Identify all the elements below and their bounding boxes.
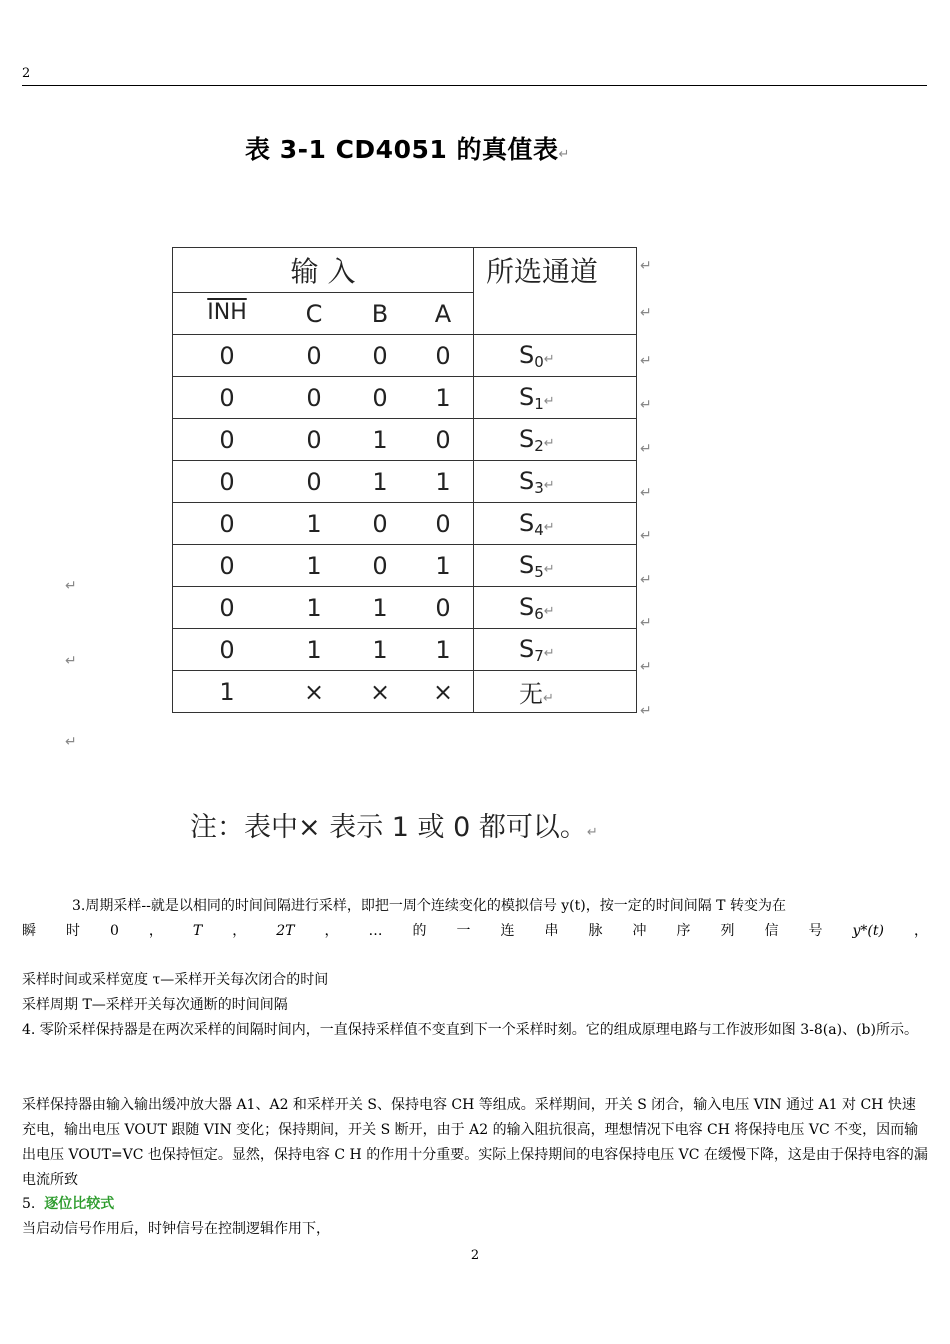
paragraph-5: 当启动信号作用后，时钟信号在控制逻辑作用下， [22,1221,330,1237]
paragraph-mark: ↵ [640,353,652,369]
paragraph-mark: ↵ [640,397,652,413]
paragraph-mark: ↵ [558,147,570,162]
channel-subscript: 5 [534,562,544,581]
paragraph-mark: ↵ [640,441,652,457]
input-cells [173,335,474,377]
word: y*(t) [852,923,884,939]
table-cell: 0 [435,425,451,454]
table-cell: 1 [435,635,451,664]
word: 一 [456,923,471,939]
truth-table-row [173,671,637,713]
truth-table-row [173,461,637,503]
channel-subscript: 2 [534,436,544,455]
header-rule [22,85,927,86]
paragraph-mark: ↵ [543,691,554,706]
input-cells [173,545,474,587]
word: 时 [66,923,80,939]
table-cell: 1 [306,593,322,622]
input-cells [173,419,474,461]
truth-table [172,247,637,713]
output-channel [474,587,637,629]
channel-label: S [519,508,535,537]
table-cell: × [432,677,454,706]
channel-subscript: 6 [534,604,544,623]
table-cell: 0 [219,467,235,496]
word: 列 [720,923,735,939]
table-cell: 0 [219,593,235,622]
table-cell: 1 [435,467,451,496]
table-cell: 1 [372,593,388,622]
table-cell: 1 [372,425,388,454]
col-inh: $\overline{INH}$ [207,299,247,325]
channel-label: 无 [519,680,543,708]
table-cell: 1 [306,551,322,580]
word: ， [913,923,928,939]
sample-width-definition: 采样时间或采样宽度 τ—采样开关每次闭合的时间 [22,972,329,988]
channel-label: S [519,466,535,495]
truth-table-row [173,335,637,377]
input-cells [173,587,474,629]
table-cell: 0 [219,635,235,664]
table-cell: 0 [219,509,235,538]
paragraph-mark: ↵ [586,825,598,840]
truth-table-row [173,545,637,587]
input-cells [173,461,474,503]
truth-table-row [173,377,637,419]
table-cell: 1 [219,677,235,706]
table-cell: 1 [306,635,322,664]
table-cell: 1 [435,383,451,412]
paragraph-mark: ↵ [640,615,652,631]
paragraph-mark: ↵ [543,603,555,619]
word: 连 [500,923,515,939]
channel-subscript: 0 [534,352,544,371]
channel-label: S [519,340,535,369]
input-cells [173,377,474,419]
header-inputs: 输 入 [173,248,474,293]
channel-label: S [519,424,535,453]
paragraph-3-line-1: 3.周期采样--就是以相同的时间间隔进行采样，即把一周个连续变化的模拟信号 y(t)，按一定的时间间隔 T 转变为在 [72,898,786,914]
table-cell: 1 [372,467,388,496]
table-title: 表 3-1 CD4051 的真值表↵ [245,135,570,164]
word: 2T [276,923,295,939]
table-cell: 0 [306,467,322,496]
paragraph-mark: ↵ [640,703,652,719]
header-output: 所选通道 [474,248,637,335]
word: ， [148,923,163,939]
channel-subscript: 4 [534,520,544,539]
output-channel [474,419,637,461]
truth-table-row [173,629,637,671]
paragraph-mark: ↵ [640,305,652,321]
paragraph-mark: ↵ [543,393,555,409]
table-cell: 0 [219,341,235,370]
table-cell: 0 [435,341,451,370]
heading-5: 5. 逐位比较式 [22,1196,115,1212]
table-cell: 0 [372,383,388,412]
word: 脉 [588,923,603,939]
table-cell: 0 [306,341,322,370]
table-cell: 0 [306,383,322,412]
table-cell: 1 [306,509,322,538]
table-cell: 0 [435,593,451,622]
table-note: 注：表中× 表示 1 或 0 都可以。↵ [190,812,598,843]
truth-table-row [173,587,637,629]
paragraph-mark: ↵ [65,734,77,750]
word: 瞬 [22,923,36,939]
input-cells [173,629,474,671]
paragraph-mark: ↵ [543,645,555,661]
footer-page-number: 2 [470,1248,480,1263]
channel-label: S [519,634,535,663]
paragraph-mark: ↵ [640,572,652,588]
sample-period-definition: 采样周期 T—采样开关每次通断的时间间隔 [22,997,288,1013]
col-b: B [371,299,389,328]
input-cells [173,671,474,713]
paragraph-3-line-2 [22,919,928,944]
table-cell: 0 [372,509,388,538]
channel-label: S [519,382,535,411]
heading-5-title: 逐位比较式 [44,1196,115,1212]
header-page-number: 2 [22,66,31,81]
paragraph-mark: ↵ [65,578,77,594]
table-cell: × [303,677,325,706]
channel-label: S [519,550,535,579]
word: 序 [676,923,691,939]
table-cell: 1 [435,551,451,580]
table-cell: 0 [306,425,322,454]
paragraph-mark: ↵ [640,485,652,501]
paragraph-sample-holder: 采样保持器由输入输出缓冲放大器 A1、A2 和采样开关 S、保持电容 CH 等组成。采样期间，开关 S 闭合，输入电压 VIN 通过 A1 对 CH 快速充电，输出电压 VOUT 跟随 VIN 变化；保持期间，开关 S 断开，由于 A2 的输入阻抗很高，理想情况下电容 CH 将保持电压 VC 不变，因而输出电压 VOUT=VC 也保持恒定。显然，保持电容 C H 的作用十分重要。实际上保持期间的电容保持电压 VC 在缓慢下降，这是由于保持电容的漏电流所致 [22,1097,928,1188]
column-labels-row [173,293,474,335]
word: T [192,923,203,939]
paragraph-mark: ↵ [543,435,555,451]
paragraph-mark: ↵ [65,653,77,669]
table-cell: 0 [219,425,235,454]
paragraph-mark: ↵ [543,561,555,577]
table-cell: 0 [219,383,235,412]
paragraph-mark: ↵ [543,477,555,493]
output-channel [474,629,637,671]
truth-table-row [173,503,637,545]
output-channel [474,545,637,587]
input-cells [173,503,474,545]
output-channel [474,671,637,713]
word: ， [232,923,247,939]
truth-table-row [173,419,637,461]
paragraph-mark: ↵ [640,258,652,274]
word: 号 [808,923,823,939]
table-cell: × [369,677,391,706]
paragraph-mark: ↵ [640,528,652,544]
word: ， [324,923,339,939]
table-cell: 0 [372,551,388,580]
channel-label: S [519,592,535,621]
paragraph-mark: ↵ [543,519,555,535]
word: 串 [544,923,559,939]
output-channel [474,377,637,419]
table-cell: 1 [372,635,388,664]
channel-subscript: 3 [534,478,544,497]
col-a: A [434,299,452,328]
channel-subscript: 1 [534,394,544,413]
word: … [368,923,383,939]
col-c: C [305,299,323,328]
word: 信 [764,923,779,939]
output-channel [474,503,637,545]
channel-subscript: 7 [534,646,544,665]
output-channel [474,335,637,377]
word: 冲 [632,923,647,939]
table-cell: 0 [219,551,235,580]
word: 的 [412,923,427,939]
table-cell: 0 [372,341,388,370]
output-channel [474,461,637,503]
paragraph-4: 4. 零阶采样保持器是在两次采样的间隔时间内，一直保持采样值不变直到下一个采样时刻。它的组成原理电路与工作波形如图 3-8(a)、(b)所示。 [22,1022,918,1038]
table-cell: 0 [435,509,451,538]
paragraph-mark: ↵ [640,659,652,675]
paragraph-mark: ↵ [543,351,555,367]
word: 0 [110,923,119,939]
